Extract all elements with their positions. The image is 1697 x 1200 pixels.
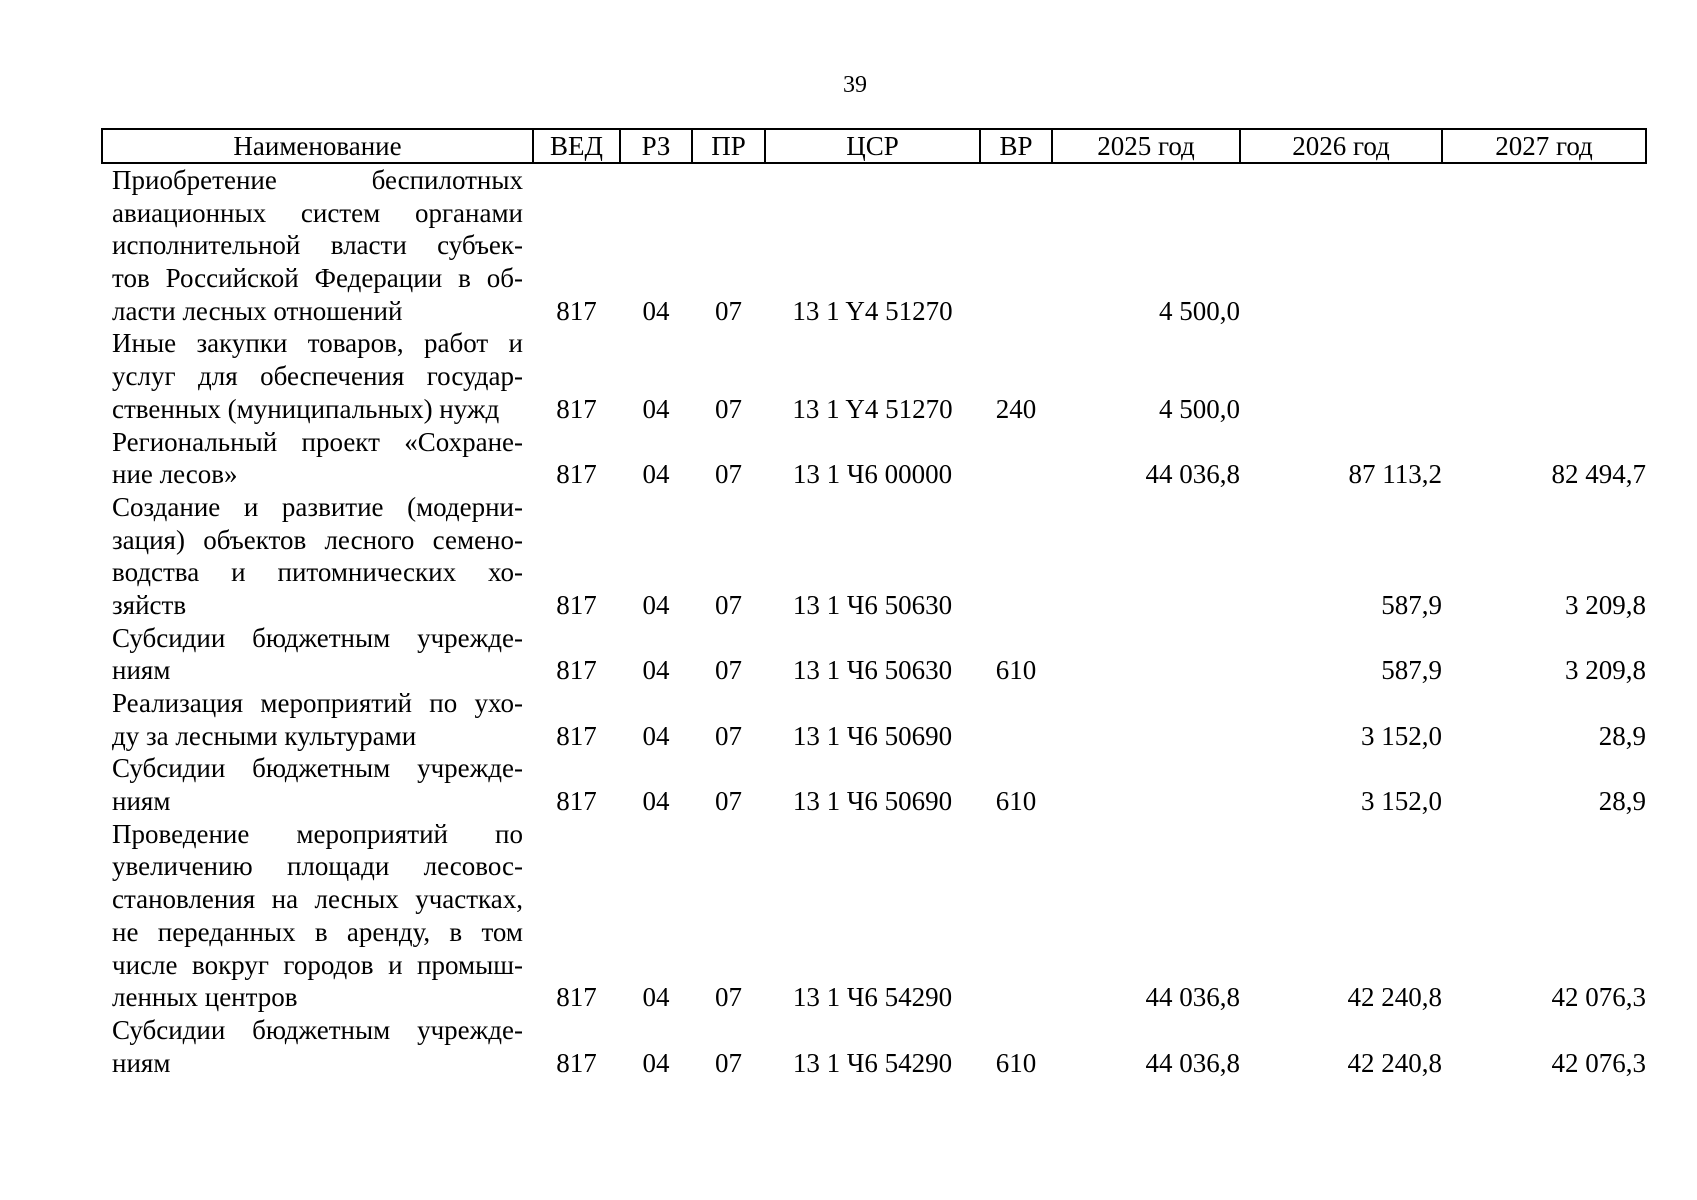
row-name-line: ние лесов»	[112, 459, 238, 490]
header-pr: ПР	[692, 129, 765, 163]
row-y2025: 44 036,8	[1145, 459, 1240, 490]
row-name-line: увеличению площади лесовос-	[112, 851, 523, 882]
header-row	[102, 129, 1646, 163]
row-name	[102, 622, 533, 687]
row-csr: 13 1 Ч6 00000	[792, 459, 953, 490]
row-y2025: 44 036,8	[1145, 1047, 1240, 1078]
header-2027: 2027 год	[1442, 129, 1646, 163]
table-row	[102, 1014, 1646, 1079]
row-y2027: 3 209,8	[1565, 655, 1646, 686]
page-number: 39	[843, 72, 867, 98]
row-pr: 07	[715, 982, 742, 1013]
row-name-line: не переданных в аренду, в том	[112, 916, 523, 947]
row-pr: 07	[715, 393, 742, 424]
header-ved: ВЕД	[533, 129, 620, 163]
table-row	[102, 163, 1646, 327]
row-rz: 04	[642, 982, 670, 1013]
row-y2026: 3 152,0	[1361, 720, 1442, 751]
row-name-line: ниям	[112, 655, 171, 686]
row-name-line: услуг для обеспечения государ-	[112, 361, 523, 392]
row-y2027: 28,9	[1598, 720, 1646, 751]
row-csr: 13 1 Ч6 50630	[792, 655, 953, 686]
row-rz: 04	[642, 1047, 670, 1078]
row-csr: 13 1 Ч6 50690	[792, 786, 953, 817]
header-vr: ВР	[980, 129, 1052, 163]
row-name-line: водства и питомнических хо-	[112, 557, 523, 588]
row-name-line: зяйств	[112, 589, 187, 620]
row-csr: 13 1 Y4 51270	[792, 295, 953, 326]
row-name-line: числе вокруг городов и промыш-	[112, 949, 523, 980]
header-rz: РЗ	[620, 129, 692, 163]
row-y2026: 587,9	[1381, 589, 1442, 620]
row-csr: 13 1 Ч6 54290	[792, 982, 953, 1013]
row-vr	[980, 491, 1052, 622]
table-row	[102, 426, 1646, 491]
row-ved: 817	[556, 720, 597, 751]
row-rz: 04	[642, 589, 670, 620]
row-y2025	[1052, 491, 1240, 622]
row-vr	[980, 687, 1052, 752]
row-ved: 817	[556, 655, 597, 686]
row-pr: 07	[715, 786, 742, 817]
row-name-line: Субсидии бюджетным учрежде-	[112, 1014, 523, 1045]
row-name-line: Субсидии бюджетным учрежде-	[112, 753, 523, 784]
row-y2025: 44 036,8	[1145, 982, 1240, 1013]
row-y2025	[1052, 752, 1240, 817]
row-name-line: Субсидии бюджетным учрежде-	[112, 622, 523, 653]
row-y2025	[1052, 622, 1240, 687]
row-name-line: зация) объектов лесного семено-	[112, 524, 523, 555]
row-y2027	[1442, 327, 1646, 425]
row-vr	[980, 818, 1052, 1014]
row-name	[102, 163, 533, 327]
row-csr: 13 1 Ч6 50690	[792, 720, 953, 751]
row-name	[102, 426, 533, 491]
row-name-line: ственных (муниципальных) нужд	[112, 393, 500, 424]
table-body	[102, 163, 1646, 1079]
row-name-line: Иные закупки товаров, работ и	[112, 328, 523, 359]
budget-table	[101, 128, 1647, 1079]
row-pr: 07	[715, 589, 742, 620]
row-ved: 817	[556, 786, 597, 817]
row-name	[102, 491, 533, 622]
row-y2027: 82 494,7	[1551, 459, 1646, 490]
row-name-line: Создание и развитие (модерни-	[112, 491, 523, 522]
row-y2026: 3 152,0	[1361, 786, 1442, 817]
row-pr: 07	[715, 655, 742, 686]
row-ved: 817	[556, 459, 597, 490]
row-name-line: авиационных систем органами	[112, 197, 523, 228]
table-row	[102, 327, 1646, 425]
row-vr	[980, 163, 1052, 327]
row-y2027: 3 209,8	[1565, 589, 1646, 620]
row-name	[102, 752, 533, 817]
row-name-line: ду за лесными культурами	[112, 720, 417, 751]
row-rz: 04	[642, 295, 670, 326]
row-csr: 13 1 Ч6 50630	[792, 589, 953, 620]
row-name-line: ленных центров	[112, 982, 298, 1013]
row-y2026: 42 240,8	[1347, 1047, 1442, 1078]
row-vr: 610	[995, 655, 1037, 686]
row-name-line: исполнительной власти субъек-	[112, 230, 523, 261]
row-name-line: Реализация мероприятий по ухо-	[112, 688, 523, 718]
table-row	[102, 752, 1646, 817]
row-ved: 817	[556, 295, 597, 326]
table-row	[102, 818, 1646, 1014]
row-y2026	[1240, 327, 1442, 425]
header-name: Наименование	[102, 129, 533, 163]
row-vr: 610	[995, 786, 1037, 817]
row-y2026: 587,9	[1381, 655, 1442, 686]
row-name-line: Приобретение беспилотных	[112, 165, 523, 195]
row-ved: 817	[556, 1047, 597, 1078]
row-name-line: становления на лесных участках,	[112, 884, 523, 915]
row-name-line: Региональный проект «Сохране-	[112, 426, 523, 457]
row-y2026	[1240, 163, 1442, 327]
row-rz: 04	[642, 655, 670, 686]
row-vr: 610	[995, 1047, 1037, 1078]
row-pr: 07	[715, 1047, 742, 1078]
row-csr: 13 1 Y4 51270	[792, 393, 953, 424]
row-pr: 07	[715, 720, 742, 751]
row-y2027: 42 076,3	[1551, 1047, 1646, 1078]
row-name	[102, 1014, 533, 1079]
row-y2027	[1442, 163, 1646, 327]
row-rz: 04	[642, 786, 670, 817]
row-name	[102, 818, 533, 1014]
row-rz: 04	[642, 720, 670, 751]
header-2025: 2025 год	[1052, 129, 1240, 163]
header-2026: 2026 год	[1240, 129, 1442, 163]
row-y2026: 42 240,8	[1347, 982, 1442, 1013]
row-y2026: 87 113,2	[1348, 459, 1442, 490]
table-row	[102, 622, 1646, 687]
row-rz: 04	[642, 393, 670, 424]
row-y2025	[1052, 687, 1240, 752]
row-name-line: ниям	[112, 786, 171, 817]
row-name-line: ласти лесных отношений	[112, 295, 403, 326]
header-csr: ЦСР	[765, 129, 980, 163]
row-rz: 04	[642, 459, 670, 490]
row-ved: 817	[556, 589, 597, 620]
row-y2027: 28,9	[1598, 786, 1646, 817]
row-name-line: тов Российской Федерации в об-	[112, 263, 523, 294]
table-row	[102, 687, 1646, 752]
table-row	[102, 491, 1646, 622]
row-name-line: Проведение мероприятий по	[112, 818, 523, 849]
row-vr	[980, 426, 1052, 491]
row-name-line: ниям	[112, 1047, 171, 1078]
row-y2027: 42 076,3	[1551, 982, 1646, 1013]
row-pr: 07	[715, 295, 742, 326]
row-name	[102, 687, 533, 752]
row-vr: 240	[995, 393, 1037, 424]
row-y2025: 4 500,0	[1159, 393, 1240, 424]
table-header	[102, 129, 1646, 163]
row-ved: 817	[556, 393, 597, 424]
row-name	[102, 327, 533, 425]
row-csr: 13 1 Ч6 54290	[792, 1047, 953, 1078]
row-pr: 07	[715, 459, 742, 490]
row-y2025: 4 500,0	[1159, 295, 1240, 326]
row-ved: 817	[556, 982, 597, 1013]
